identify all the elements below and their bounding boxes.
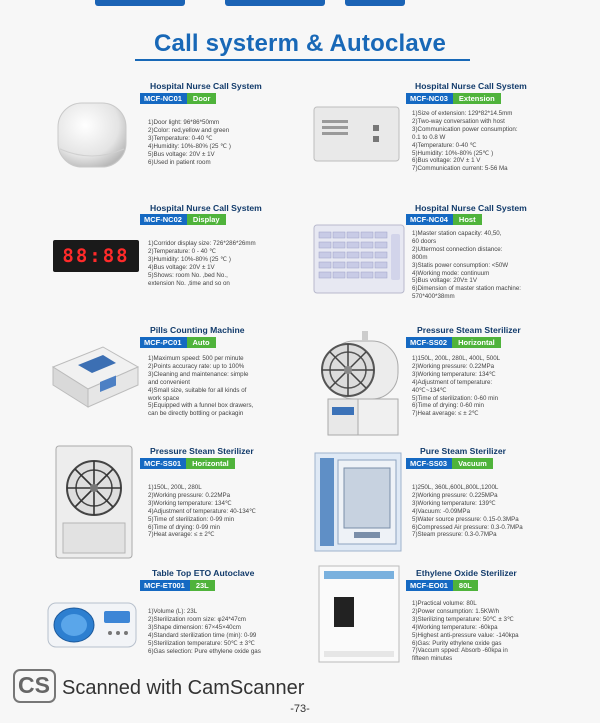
spec-line: 3)Sterilizing temperature: 50℃ ± 3℃ xyxy=(412,615,514,623)
model-badge xyxy=(406,214,482,225)
spec-line: 2)Temperature: 0 - 40 ℃ xyxy=(148,247,217,255)
spec-line: 7)Steam pressure: 0.3-0.7MPa xyxy=(412,531,497,539)
spec-list xyxy=(148,355,253,418)
spec-line: 5)Time of sterilization: 0-99 min xyxy=(148,515,235,523)
spec-line: 3)Communication power consumption: xyxy=(412,125,518,133)
spec-line: 3)Working temperature: 134℃ xyxy=(412,370,496,378)
model-tag: Host xyxy=(453,214,482,225)
model-badge xyxy=(406,337,501,348)
led-display-image: 88:88 xyxy=(53,240,139,272)
spec-line: 6)Gas: Purity ethylene oxide gas xyxy=(412,639,502,647)
model-badge xyxy=(140,458,235,469)
spec-line: 4)Small size, suitable for all kinds of xyxy=(148,386,247,394)
spec-line: 0.1 to 0.8 W xyxy=(412,133,446,141)
spec-line: fifteen minutes xyxy=(412,655,453,663)
host-console-image xyxy=(313,224,405,294)
pressure-sterilizer-image xyxy=(55,445,133,559)
spec-line: 2)Sterilization room size: φ24*47cm xyxy=(148,615,246,623)
spec-line: 2)Color: red,yellow and green xyxy=(148,126,230,134)
model-tag: 80L xyxy=(453,580,478,591)
spec-line: 5)Bus voltage: 20V± 1V xyxy=(412,277,477,285)
page-title: Call systerm & Autoclave xyxy=(153,30,447,57)
pill-counter-image xyxy=(48,337,141,412)
model-code: MCF-SS01 xyxy=(140,458,186,469)
spec-list xyxy=(148,608,261,655)
spec-line: 2)Working pressure: 0.22MPa xyxy=(148,491,231,499)
product-heading: Ethylene Oxide Sterilizer xyxy=(416,568,517,578)
model-tag: Display xyxy=(187,214,226,225)
spec-line: 2)Working pressure: 0.225MPa xyxy=(412,491,498,499)
model-code: MCF-SS02 xyxy=(406,337,452,348)
spec-list xyxy=(412,110,518,173)
spec-line: 1)Master station capacity: 40,50, xyxy=(412,230,502,237)
spec-list xyxy=(148,240,256,287)
spec-line: 6)Dimension of master station machine: xyxy=(412,285,522,293)
spec-line: 5)Sterilization temperature: 50℃ ± 3℃ xyxy=(148,639,256,647)
spec-line: 6)Bus voltage: 20V ± 1 V xyxy=(412,157,481,165)
spec-line: 3)Cleaning and maintenance: simple xyxy=(148,370,249,378)
spec-line: can be directly bottling or packagin xyxy=(148,410,244,418)
spec-line: 570*400*38mm xyxy=(412,293,455,301)
spec-line: 3)Working temperature: 139℃ xyxy=(412,499,496,507)
model-code: MCF-NC03 xyxy=(406,93,453,104)
model-badge xyxy=(406,93,501,104)
spec-line: 3)Statis power consumption: <50W xyxy=(412,261,509,269)
spec-line: 4)Standard sterilization time (min): 0-99 xyxy=(148,631,257,639)
spec-line: 1)Corridor display size: 726*286*26mm xyxy=(148,240,256,247)
spec-line: 7)Communication current: 5-56 Ma xyxy=(412,165,508,173)
model-badge xyxy=(140,93,216,104)
spec-line: 1)Size of extension: 129*82*14.5mm xyxy=(412,110,513,117)
spec-list xyxy=(148,484,256,539)
model-tag: Vacuum xyxy=(452,458,493,469)
spec-line: 1)Maximum speed: 500 per minute xyxy=(148,355,244,362)
spec-line: 1)150L, 200L, 280L, 400L, 500L xyxy=(412,355,501,362)
horizontal-sterilizer-image xyxy=(318,323,402,438)
model-badge xyxy=(140,337,216,348)
model-tag: Horizontal xyxy=(186,458,235,469)
spec-line: 6)Time of drying: 0-60 min xyxy=(412,402,484,410)
model-badge xyxy=(406,458,493,469)
spec-list xyxy=(412,484,523,539)
spec-line: 4)Humidity: 10%-80% (25 ℃ ) xyxy=(148,142,231,150)
spec-line: 4)Adjustment of temperature: 40-134℃ xyxy=(148,507,257,515)
product-heading: Hospital Nurse Call System xyxy=(415,203,527,213)
spec-line: 5)Equipped with a funnel box drawers, xyxy=(148,402,254,410)
spec-line: 4)Bus voltage: 20V ± 1V xyxy=(148,263,215,271)
title-underline xyxy=(135,59,470,61)
spec-line: 5)Highest anti-pressure value: -140kpa xyxy=(412,631,519,639)
model-code: MCF-NC04 xyxy=(406,214,453,225)
camscanner-logo-text: CS xyxy=(18,672,50,698)
spec-line: 6)Time of drying: 0-99 min xyxy=(148,523,220,531)
spec-line: 2)Uttermost connection distance: xyxy=(412,245,503,253)
spec-list xyxy=(412,600,519,663)
product-heading: Hospital Nurse Call System xyxy=(150,203,262,213)
model-badge xyxy=(406,580,478,591)
model-code: MCF-PC01 xyxy=(140,337,187,348)
spec-line: 1)250L, 360L,600L,800L,1200L xyxy=(412,484,499,491)
model-code: MCF-EO01 xyxy=(406,580,453,591)
spec-line: 40℃~134℃ xyxy=(412,386,447,394)
product-heading: Pressure Steam Sterilizer xyxy=(417,325,521,335)
spec-line: 7)Vaccum spped: Absorb -60kpa in xyxy=(412,647,508,655)
spec-line: 1)Door light: 96*86*50mm xyxy=(148,119,220,126)
spec-line: 2)Two-way conversation with host xyxy=(412,117,505,125)
spec-line: 3)Temperature: 0-40 ℃ xyxy=(148,134,213,142)
product-heading: Pills Counting Machine xyxy=(150,325,245,335)
spec-line: work space xyxy=(148,394,180,402)
spec-list xyxy=(412,355,500,418)
product-heading: Table Top ETO Autoclave xyxy=(152,568,255,578)
tabletop-autoclave-image xyxy=(44,595,140,651)
spec-line: 4)Working mode: continuum xyxy=(412,269,490,277)
spec-list xyxy=(412,230,521,301)
product-heading: Hospital Nurse Call System xyxy=(415,81,527,91)
page-number: -73- xyxy=(290,703,310,715)
spec-line: 4)Adjustment of temperature: xyxy=(412,378,493,386)
model-code: MCF-NC01 xyxy=(140,93,187,104)
model-tag: Extension xyxy=(453,93,501,104)
spec-line: 5)Time of sterilization: 0-60 min xyxy=(412,394,499,402)
model-badge xyxy=(140,214,226,225)
spec-line: and convenient xyxy=(148,378,190,386)
spec-line: 7)Heat average: ≤ ± 2℃ xyxy=(412,410,479,418)
spec-line: 1)150L, 200L, 280L xyxy=(148,484,202,491)
product-heading: Pressure Steam Sterilizer xyxy=(150,446,254,456)
spec-line: 6)Used in patient room xyxy=(148,158,211,166)
spec-line: 2)Power consumption: 1.5KW/h xyxy=(412,607,500,615)
spec-line: 3)Shape dimension: 67×45×40cm xyxy=(148,623,241,631)
door-light-image xyxy=(52,97,132,173)
spec-line: 2)Points accuracy rate: up to 100% xyxy=(148,362,245,370)
model-tag: Auto xyxy=(187,337,216,348)
model-badge xyxy=(140,580,215,591)
scanner-watermark: Scanned with CamScanner xyxy=(62,677,305,699)
spec-line: 6)Gas selection: Pure ethylene oxide gas xyxy=(148,647,261,655)
spec-line: 4)Temperature: 0-40 ℃ xyxy=(412,141,477,149)
spec-line: 60 doors xyxy=(412,237,437,245)
spec-line: 4)Working temperature: -60kpa xyxy=(412,623,498,631)
extension-panel-image xyxy=(313,106,400,162)
pure-steam-sterilizer-image xyxy=(314,452,402,552)
camscanner-logo xyxy=(13,669,56,703)
spec-line: 3)Humidity: 10%-80% (25 ℃ ) xyxy=(148,255,231,263)
spec-line: 4)Vacuum: -0.09MPa xyxy=(412,507,471,515)
spec-line: 2)Working pressure: 0.22MPa xyxy=(412,362,495,370)
spec-line: 1)Volume (L): 23L xyxy=(148,608,198,615)
ethylene-oxide-sterilizer-image xyxy=(318,565,400,663)
spec-line: extension No. ,time and so on xyxy=(148,279,230,287)
spec-line: 7)Heat average: ≤ ± 2℃ xyxy=(148,531,215,539)
spec-line: 1)Practical volume: 80L xyxy=(412,600,477,607)
spec-line: 6)Compressed Air pressure: 0.3-0.7MPa xyxy=(412,523,523,531)
product-heading: Pure Steam Sterilizer xyxy=(420,446,506,456)
spec-line: 800m xyxy=(412,253,428,261)
model-code: MCF-NC02 xyxy=(140,214,187,225)
spec-line: 3)Working temperature: 134℃ xyxy=(148,499,232,507)
spec-line: 5)Water source pressure: 0.15-0.3MPa xyxy=(412,515,519,523)
spec-list xyxy=(148,119,231,166)
model-tag: Horizontal xyxy=(452,337,501,348)
top-banner-fragment xyxy=(95,0,515,8)
product-heading: Hospital Nurse Call System xyxy=(150,81,262,91)
model-code: MCF-SS03 xyxy=(406,458,452,469)
spec-line: 5)Bus voltage: 20V ± 1V xyxy=(148,150,215,158)
spec-line: 5)Humidity: 10%-80% (25℃ ) xyxy=(412,149,494,157)
model-tag: Door xyxy=(187,93,217,104)
model-code: MCF-ET001 xyxy=(140,580,190,591)
model-tag: 23L xyxy=(190,580,215,591)
spec-line: 5)Shows: room No. ,bed No., xyxy=(148,271,228,279)
